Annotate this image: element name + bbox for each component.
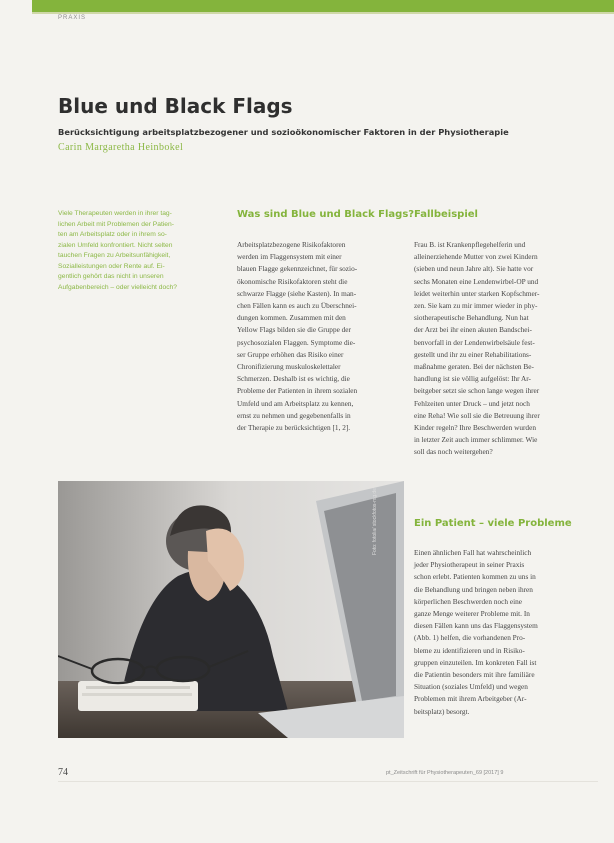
article-subtitle: Berücksichtigung arbeitsplatzbezogener und sozioökonomischer Faktoren in der Physiotherapie	[58, 127, 509, 137]
photo-credit: Foto: fotolia/ stockfotos-mg.de	[372, 488, 378, 555]
problems-heading: Ein Patient – viele Probleme	[414, 518, 572, 529]
case-line: eine Reha! Wie soll sie die Betreuung ihrer	[414, 410, 540, 420]
intro-line: Sozialleistungen oder Rente auf. Ei-	[58, 262, 165, 270]
col1-body	[237, 239, 403, 434]
col1-line: ökonomische Risikofaktoren steht die	[237, 276, 348, 286]
intro-line: tauchen Fragen zu Arbeitsunfähigkeit,	[58, 252, 171, 259]
col1-line: Schmerzen. Deshalb ist es wichtig, die	[237, 374, 350, 384]
problems-line: jeder Physiotherapeut in seiner Praxis	[414, 560, 525, 570]
col1-line: Yellow Flags bilden sie die Gruppe der	[237, 325, 351, 335]
col1-line: ernst zu nehmen und gegebenenfalls in	[237, 410, 351, 420]
photo-illustration	[58, 481, 404, 738]
col1-heading: Was sind Blue und Black Flags?	[237, 209, 415, 220]
case-line: leidet weiterhin unter starken Kopfschmer-	[414, 288, 540, 298]
case-line: Fehlzeiten unter Druck – und jetzt noch	[414, 398, 530, 408]
intro-teaser	[58, 209, 224, 293]
col1-line: Arbeitsplatzbezogene Risikofaktoren	[237, 240, 346, 249]
problems-line: beitsplatz) besorgt.	[414, 706, 470, 716]
case-line: (sieben und neun Jahre alt). Sie hatte vor	[414, 264, 534, 274]
col1-line: chen Fällen kann es auch zu Überschnei-	[237, 301, 357, 311]
col1-line: Chronifizierung muskuloskelettaler	[237, 362, 341, 372]
intro-line: Aufgabenbereich – oder vielleicht doch?	[58, 283, 177, 291]
intro-line: gentlich gehört das nicht in unseren	[58, 273, 164, 280]
page-number: 74	[58, 767, 68, 778]
col1-line: schwarze Flagge (siehe Kasten). In man-	[237, 288, 357, 298]
col1-line: dungen kommen. Zusammen mit den	[237, 313, 346, 323]
col1-line: ser Gruppe erhöhen das Risiko einer	[237, 349, 344, 359]
problems-line: körperlichen Beschwerden noch eine	[414, 596, 522, 606]
case-line: beitgeber setzt sie schon lange wegen ihrer	[414, 386, 540, 396]
col1-line: der Therapie zu berücksichtigen [1, 2].	[237, 423, 351, 433]
col1-line: werden im Flaggensystem mit einer	[237, 252, 342, 262]
col1-line: psychosozialen Flaggen. Symptome die-	[237, 337, 356, 347]
case-line: zen. Sie kam zu mir immer wieder in phy-	[414, 301, 538, 311]
case-line: benvorfall in der Lendenwirbelsäule fest-	[414, 337, 535, 347]
case-body	[414, 239, 584, 459]
section-label: PRAXIS	[58, 15, 87, 21]
problems-line: (Abb. 1) helfen, die vorhandenen Pro-	[414, 633, 526, 643]
problems-line: ganze Menge weiterer Probleme mit. In	[414, 609, 530, 619]
case-heading: Fallbeispiel	[414, 209, 478, 220]
case-line: handlung ist sie völlig aufgelöst: Ihr Ar-	[414, 374, 531, 384]
footer-divider	[58, 781, 598, 782]
col1-line: blauen Flagge gekennzeichnet, für sozio-	[237, 264, 358, 274]
problems-line: diesen Fällen kann uns das Flaggensystem	[414, 621, 538, 631]
intro-line: ten am Arbeitsplatz oder in ihrem so-	[58, 231, 167, 238]
case-line: alleinerziehende Mutter von zwei Kindern	[414, 252, 538, 262]
problems-line: schon erlebt. Patienten kommen zu uns in	[414, 572, 536, 582]
problems-line: die Behandlung und bringen neben ihren	[414, 584, 533, 594]
problems-line: bleme zu identifizieren und in Risiko-	[414, 645, 525, 655]
article-title: Blue und Black Flags	[58, 94, 293, 118]
case-line: siotherapeutische Behandlung. Nun hat	[414, 313, 529, 323]
journal-reference: pt_Zeitschrift für Physiotherapeuten_69 [2017] 9	[386, 770, 504, 776]
intro-line: zialen Umfeld konfrontiert. Nicht selten	[58, 241, 173, 249]
case-line: gestellt und ihr zu einer Rehabilitations-	[414, 349, 532, 359]
problems-line: Einen ähnlichen Fall hat wahrscheinlich	[414, 548, 532, 557]
case-line: Frau B. ist Krankenpflegehelferin und	[414, 240, 526, 249]
article-author: Carin Margaretha Heinbokel	[58, 142, 184, 153]
problems-line: Problemen mit ihrem Arbeitgeber (Ar-	[414, 694, 527, 704]
article-photo	[58, 481, 404, 738]
problems-body	[414, 547, 584, 718]
case-line: sechs Monaten eine Lendenwirbel-OP und	[414, 276, 539, 286]
intro-line: lichen Arbeit mit Problemen der Patien-	[58, 220, 174, 228]
header-accent-bar	[32, 0, 614, 12]
problems-line: gruppen einzuteilen. Im konkreten Fall ist	[414, 657, 537, 667]
problems-line: die Patientin besonders mit ihre familiäre	[414, 670, 535, 680]
case-line: maßnahme geraten. Bei der nächsten Be-	[414, 362, 534, 372]
col1-line: Probleme der Patienten in ihrem sozialen	[237, 386, 358, 396]
col1-line: Umfeld und am Arbeitsplatz zu kennen,	[237, 398, 354, 408]
case-line: soll das noch weitergehen?	[414, 447, 493, 457]
case-line: in letzter Zeit auch immer schlimmer. Wie	[414, 435, 538, 445]
header-divider	[32, 12, 614, 14]
case-line: Kinder regeln? Ihre Beschwerden wurden	[414, 423, 536, 433]
case-line: der Arzt bei ihr einen akuten Bandschei-	[414, 325, 532, 335]
intro-line: Viele Therapeuten werden in ihrer tag-	[58, 210, 172, 217]
problems-line: Situation (soziales Umfeld) und wegen	[414, 682, 528, 692]
